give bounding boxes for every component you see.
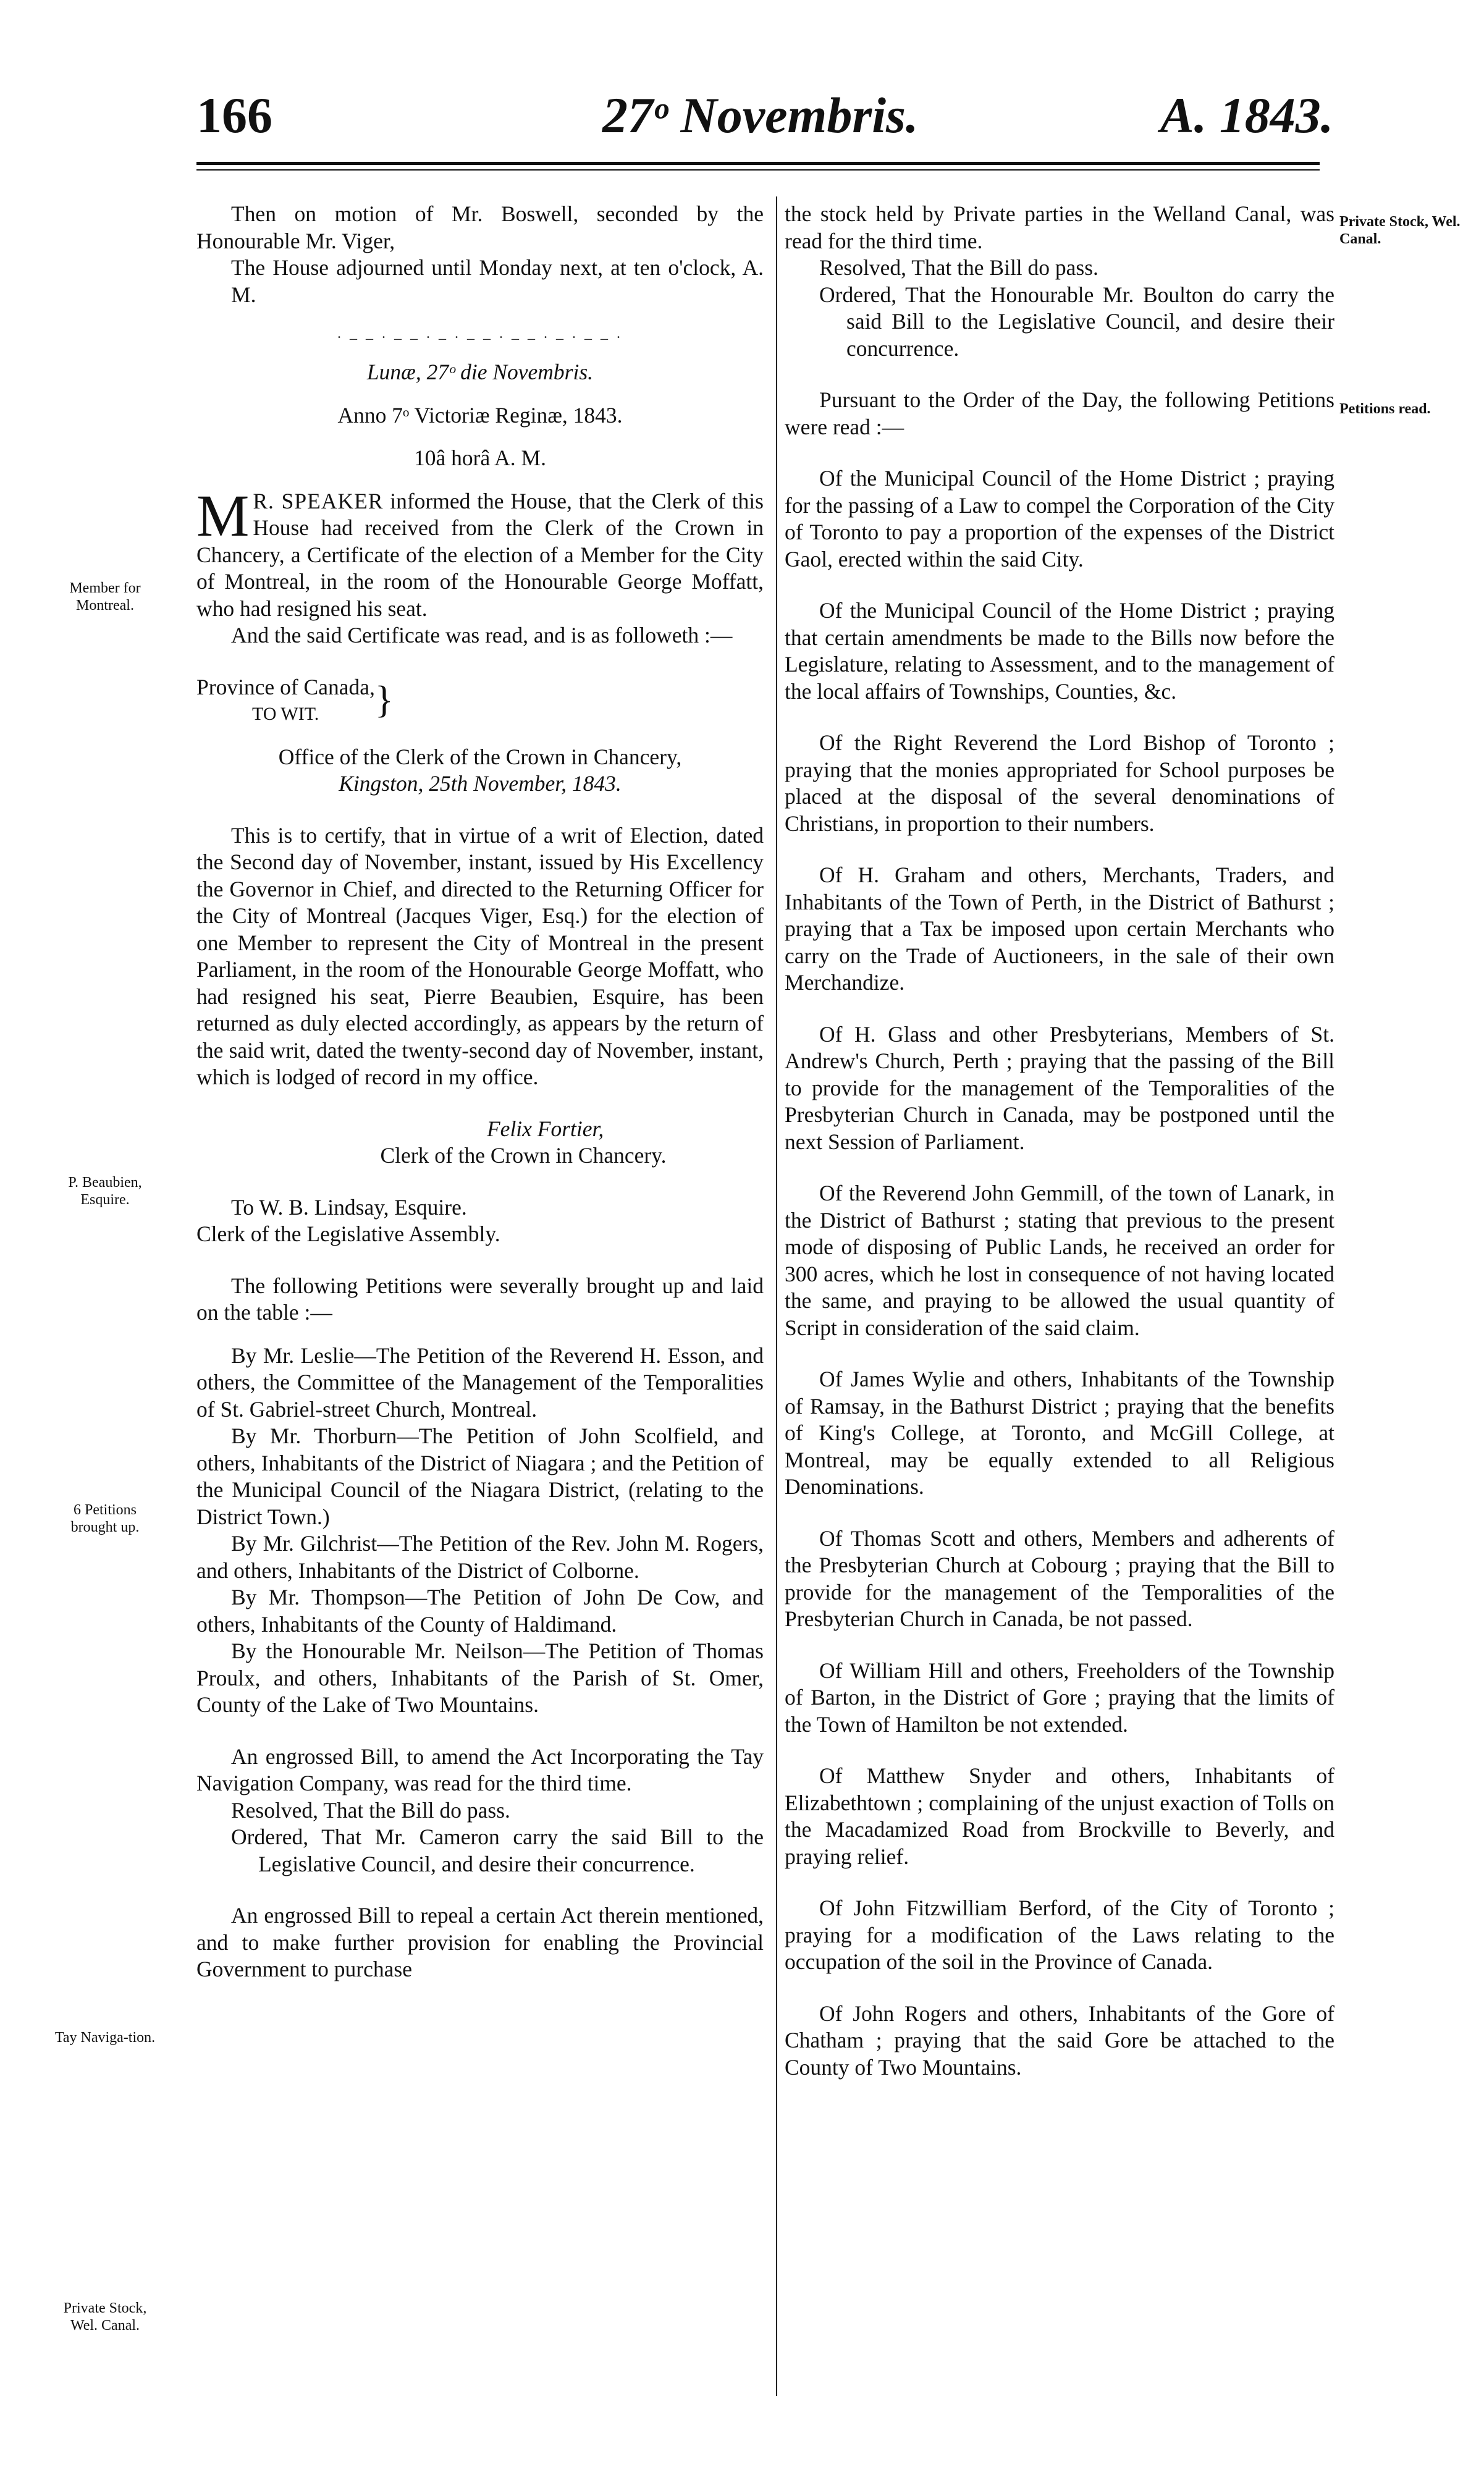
header-date: 27ᵒ Novembris. bbox=[602, 87, 919, 143]
signature-name: Felix Fortier, bbox=[487, 1116, 604, 1141]
stock-ordered: Ordered, That the Honourable Mr. Boulton do carry the said Bill to the Legislative Council, and desire their concurrence. bbox=[819, 282, 1334, 361]
margin-note-private-stock-right: Private Stock, Wel. Canal. bbox=[1339, 214, 1461, 247]
petition-read-1: Of the Municipal Council of the Home District ; praying for the passing of a Law to compel the Corporation of the City of Toronto to pay a proportion of the expenses of the District Gaol, erected within the said City. bbox=[785, 466, 1334, 571]
header-year: A. 1843. bbox=[1160, 87, 1334, 143]
header-rule-thin bbox=[196, 169, 1320, 171]
drop-cap: M bbox=[196, 482, 250, 549]
petition-neilson: By the Honourable Mr. Neilson—The Petition of Thomas Proulx, and others, Inhabitants of the Parish of St. Omer, County of the Lake of Two Mountains. bbox=[196, 1639, 764, 1717]
left-column bbox=[196, 201, 764, 1983]
petition-read-12: Of John Rogers and others, Inhabitants of the Gore of Chatham ; praying that the said Gore be attached to the County of Two Mountains. bbox=[785, 2001, 1334, 2080]
petition-read-7: Of James Wylie and others, Inhabitants of the Township of Ramsay, in the Bathurst District ; praying that the benefits of King's College, at Toronto, and McGill College, at Montreal, may be equally extended to all Religious Denominations. bbox=[785, 1367, 1334, 1499]
right-column bbox=[785, 201, 1334, 2081]
motion-paragraph: Then on motion of Mr. Boswell, seconded by the Honourable Mr. Viger, bbox=[196, 201, 764, 253]
page-header bbox=[0, 86, 1484, 154]
stock-continued: the stock held by Private parties in the Welland Canal, was read for the third time. bbox=[785, 201, 1334, 253]
repeal-bill: An engrossed Bill to repeal a certain Act therein mentioned, and to make further provision for enabling the Provincial Government to purchase bbox=[196, 1903, 764, 1981]
signature-title: Clerk of the Crown in Chancery. bbox=[380, 1143, 667, 1168]
order-of-day: Pursuant to the Order of the Day, the following Petitions were read :— bbox=[785, 387, 1334, 439]
anno-line: Anno 7ᵒ Victoriæ Reginæ, 1843. bbox=[337, 402, 623, 428]
hora-line: 10â horâ A. M. bbox=[414, 445, 546, 470]
petition-thorburn: By Mr. Thorburn—The Petition of John Scolfield, and others, Inhabitants of the District of Niagara ; and the Petition of the Municipal Council of the Niagara District, (relating to the District Town.) bbox=[196, 1423, 764, 1529]
margin-note-tay: Tay Naviga-tion. bbox=[54, 2030, 156, 2046]
column-divider bbox=[776, 196, 777, 2396]
brace-glyph: } bbox=[374, 679, 394, 722]
petition-read-10: Of Matthew Snyder and others, Inhabitants of Elizabethtown ; complaining of the unjust exaction of Tolls on the Macadamized Road from Brockville to Beverly, and praying relief. bbox=[785, 1763, 1334, 1869]
petition-read-5: Of H. Glass and other Presbyterians, Members of St. Andrew's Church, Perth ; praying that the passing of the Bill to provide for the management of the Temporalities of the Presbyterian Church in Canada, may be postponed until the next Session of Parliament. bbox=[785, 1021, 1334, 1154]
margin-note-petitions-read: Petitions read. bbox=[1339, 401, 1431, 417]
speaker-paragraph bbox=[196, 482, 764, 623]
section-separator: . _ _ . _ _ . _ . _ _ . _ _ . _ . _ _ . bbox=[337, 326, 623, 342]
petition-read-3: Of the Right Reverend the Lord Bishop of Toronto ; praying that the monies appropriated for School purposes be placed at the disposal of the several denominations of Christians, in proportion to their numbers. bbox=[785, 730, 1334, 836]
petition-read-8: Of Thomas Scott and others, Members and adherents of the Presbyterian Church at Cobourg ; praying that the Bill to provide for the management of the Temporalities of the Presbyterian Church in Canada, be not passed. bbox=[785, 1525, 1334, 1631]
sitting-day: Lunæ, 27ᵒ die Novembris. bbox=[366, 360, 594, 384]
speaker-word: R. SPEAKER bbox=[253, 488, 384, 513]
certificate-read: And the said Certificate was read, and is as followeth :— bbox=[231, 623, 733, 647]
speaker-text: informed the House, that the Clerk of this House had received from the Clerk of the Crown in Chancery, a Certificate of the election of a Member for the City of Montreal, in the room of the Honourable George Moffatt, who had resigned his seat. bbox=[196, 488, 764, 621]
page-number: 166 bbox=[196, 87, 272, 143]
margin-note-member-montreal: Member for Montreal. bbox=[69, 580, 141, 614]
petitions-intro: The following Petitions were severally brought up and laid on the table :— bbox=[196, 1273, 764, 1325]
province-block bbox=[196, 674, 764, 728]
petition-read-4: Of H. Graham and others, Merchants, Traders, and Inhabitants of the Town of Perth, in the District of Bathurst ; praying that a Tax be imposed upon certain Merchants who carry on the Trade of Auctioneers, in the sale of their own Merchandize. bbox=[785, 863, 1334, 995]
addressee-name: To W. B. Lindsay, Esquire. bbox=[231, 1194, 467, 1220]
stock-resolved: Resolved, That the Bill do pass. bbox=[819, 255, 1098, 280]
petition-read-9: Of William Hill and others, Freeholders of the Township of Barton, in the District of Gore ; praying that the limits of the Town of Hamilton be not extended. bbox=[785, 1658, 1334, 1737]
tay-resolved: Resolved, That the Bill do pass. bbox=[231, 1797, 510, 1823]
to-wit: TO WIT. bbox=[252, 704, 319, 724]
margin-note-petitions-brought: 6 Petitions brought up. bbox=[70, 1502, 140, 1535]
kingston-line: Kingston, 25th November, 1843. bbox=[339, 771, 622, 796]
petition-read-11: Of John Fitzwilliam Berford, of the City of Toronto ; praying for a modification of the Laws relating to the occupation of the soil in the Province of Canada. bbox=[785, 1896, 1334, 1974]
petition-read-6: Of the Reverend John Gemmill, of the town of Lanark, in the District of Bathurst ; stating that previous to the present mode of disposing of Public Lands, he received an order for 300 acres, which he lost in consequence of not having located the same, and praying to be allowed the usual quantity of Script in consideration of the said claim. bbox=[785, 1181, 1334, 1340]
office-line: Office of the Clerk of the Crown in Chancery, bbox=[278, 744, 682, 769]
petition-thompson: By Mr. Thompson—The Petition of John De Cow, and others, Inhabitants of the County of Haldimand. bbox=[196, 1585, 764, 1637]
certify-paragraph: This is to certify, that in virtue of a writ of Election, dated the Second day of November, instant, issued by His Excellency the Governor in Chief, and directed to the Returning Officer for the City of Montreal (Jacques Viger, Esq.) for the election of one Member to represent the City of Montreal in the present Parliament, in the room of the Honourable George Moffatt, who had resigned his seat, Pierre Beaubien, Esquire, has been returned as duly elected accordingly, as appears by the return of the said writ, dated the twenty-second day of November, instant, which is lodged of record in my office. bbox=[196, 822, 764, 1089]
petition-gilchrist: By Mr. Gilchrist—The Petition of the Rev. John M. Rogers, and others, Inhabitants of the District of Colborne. bbox=[196, 1531, 764, 1583]
adjourn-paragraph: The House adjourned until Monday next, at ten o'clock, A. M. bbox=[231, 255, 764, 307]
margin-note-beaubien: P. Beaubien, Esquire. bbox=[68, 1175, 142, 1208]
addressee-title: Clerk of the Legislative Assembly. bbox=[196, 1221, 500, 1246]
tay-ordered: Ordered, That Mr. Cameron carry the said Bill to the Legislative Council, and desire their concurrence. bbox=[231, 1824, 764, 1876]
petition-read-2: Of the Municipal Council of the Home District ; praying that certain amendments be made to the Bills now before the Legislature, relating to Assessment, and to the management of the local affairs of Townships, Counties, &c. bbox=[785, 598, 1334, 704]
province-line: Province of Canada, bbox=[196, 674, 375, 699]
header-rule-thick bbox=[196, 162, 1320, 165]
tay-bill: An engrossed Bill, to amend the Act Incorporating the Tay Navigation Company, was read for the third time. bbox=[196, 1744, 764, 1795]
petition-leslie: By Mr. Leslie—The Petition of the Reverend H. Esson, and others, the Committee of the Management of the Temporalities of St. Gabriel-street Church, Montreal. bbox=[196, 1343, 764, 1422]
margin-note-private-stock-left: Private Stock, Wel. Canal. bbox=[63, 2300, 147, 2334]
